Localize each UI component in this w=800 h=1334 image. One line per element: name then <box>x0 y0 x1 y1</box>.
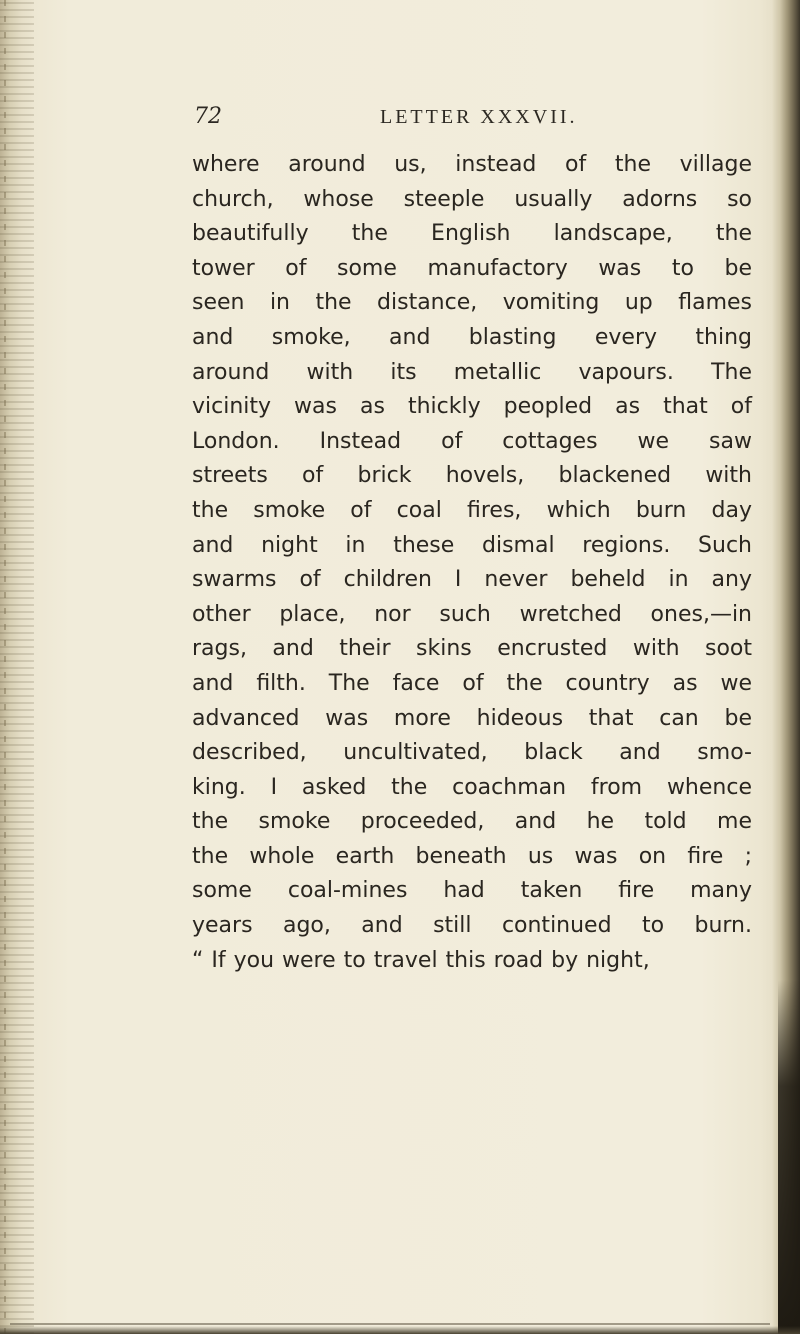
text-line: the smoke of coal fires, which burn day <box>192 497 752 523</box>
text-line: beautifully the English landscape, the <box>192 221 752 247</box>
page-number: 72 <box>194 104 222 129</box>
text-line: and smoke, and blasting every thing <box>192 324 752 350</box>
body-text <box>192 148 752 978</box>
text-line: church, whose steeple usually adorns so <box>192 186 752 212</box>
text-line: swarms of children I never beheld in any <box>192 567 752 593</box>
text-line: London. Instead of cottages we saw <box>192 428 752 454</box>
text-line: advanced was more hideous that can be <box>192 705 752 731</box>
text-line: king. I asked the coachman from whence <box>192 774 752 800</box>
text-line: vicinity was as thickly peopled as that of <box>192 394 752 420</box>
text-line: and filth. The face of the country as we <box>192 670 752 696</box>
text-line: “ If you were to travel this road by night, <box>192 947 650 973</box>
text-line: other place, nor such wretched ones,—in <box>192 601 752 627</box>
text-line: where around us, instead of the village <box>192 152 752 177</box>
text-line: some coal-mines had taken fire many <box>192 878 752 904</box>
text-line: described, uncultivated, black and smo- <box>192 740 752 766</box>
text-line: the whole earth beneath us was on fire ; <box>192 843 752 869</box>
page-edge-shadow <box>778 980 800 1334</box>
page-bottom-rule <box>10 1323 770 1325</box>
running-head <box>194 104 754 144</box>
page-bottom-edge <box>0 1326 800 1334</box>
text-line: and night in these dismal regions. Such <box>192 532 752 558</box>
text-line: seen in the distance, vomiting up flames <box>192 290 752 316</box>
page-binding-edge <box>0 0 34 1334</box>
text-line: tower of some manufactory was to be <box>192 255 752 281</box>
text-line: streets of brick hovels, blackened with <box>192 463 752 489</box>
running-title: LETTER XXXVII. <box>380 106 578 128</box>
text-line: years ago, and still continued to burn. <box>192 913 752 939</box>
text-line: rags, and their skins encrusted with soot <box>192 636 752 662</box>
text-line: around with its metallic vapours. The <box>192 359 752 385</box>
text-line: the smoke proceeded, and he told me <box>192 809 752 835</box>
